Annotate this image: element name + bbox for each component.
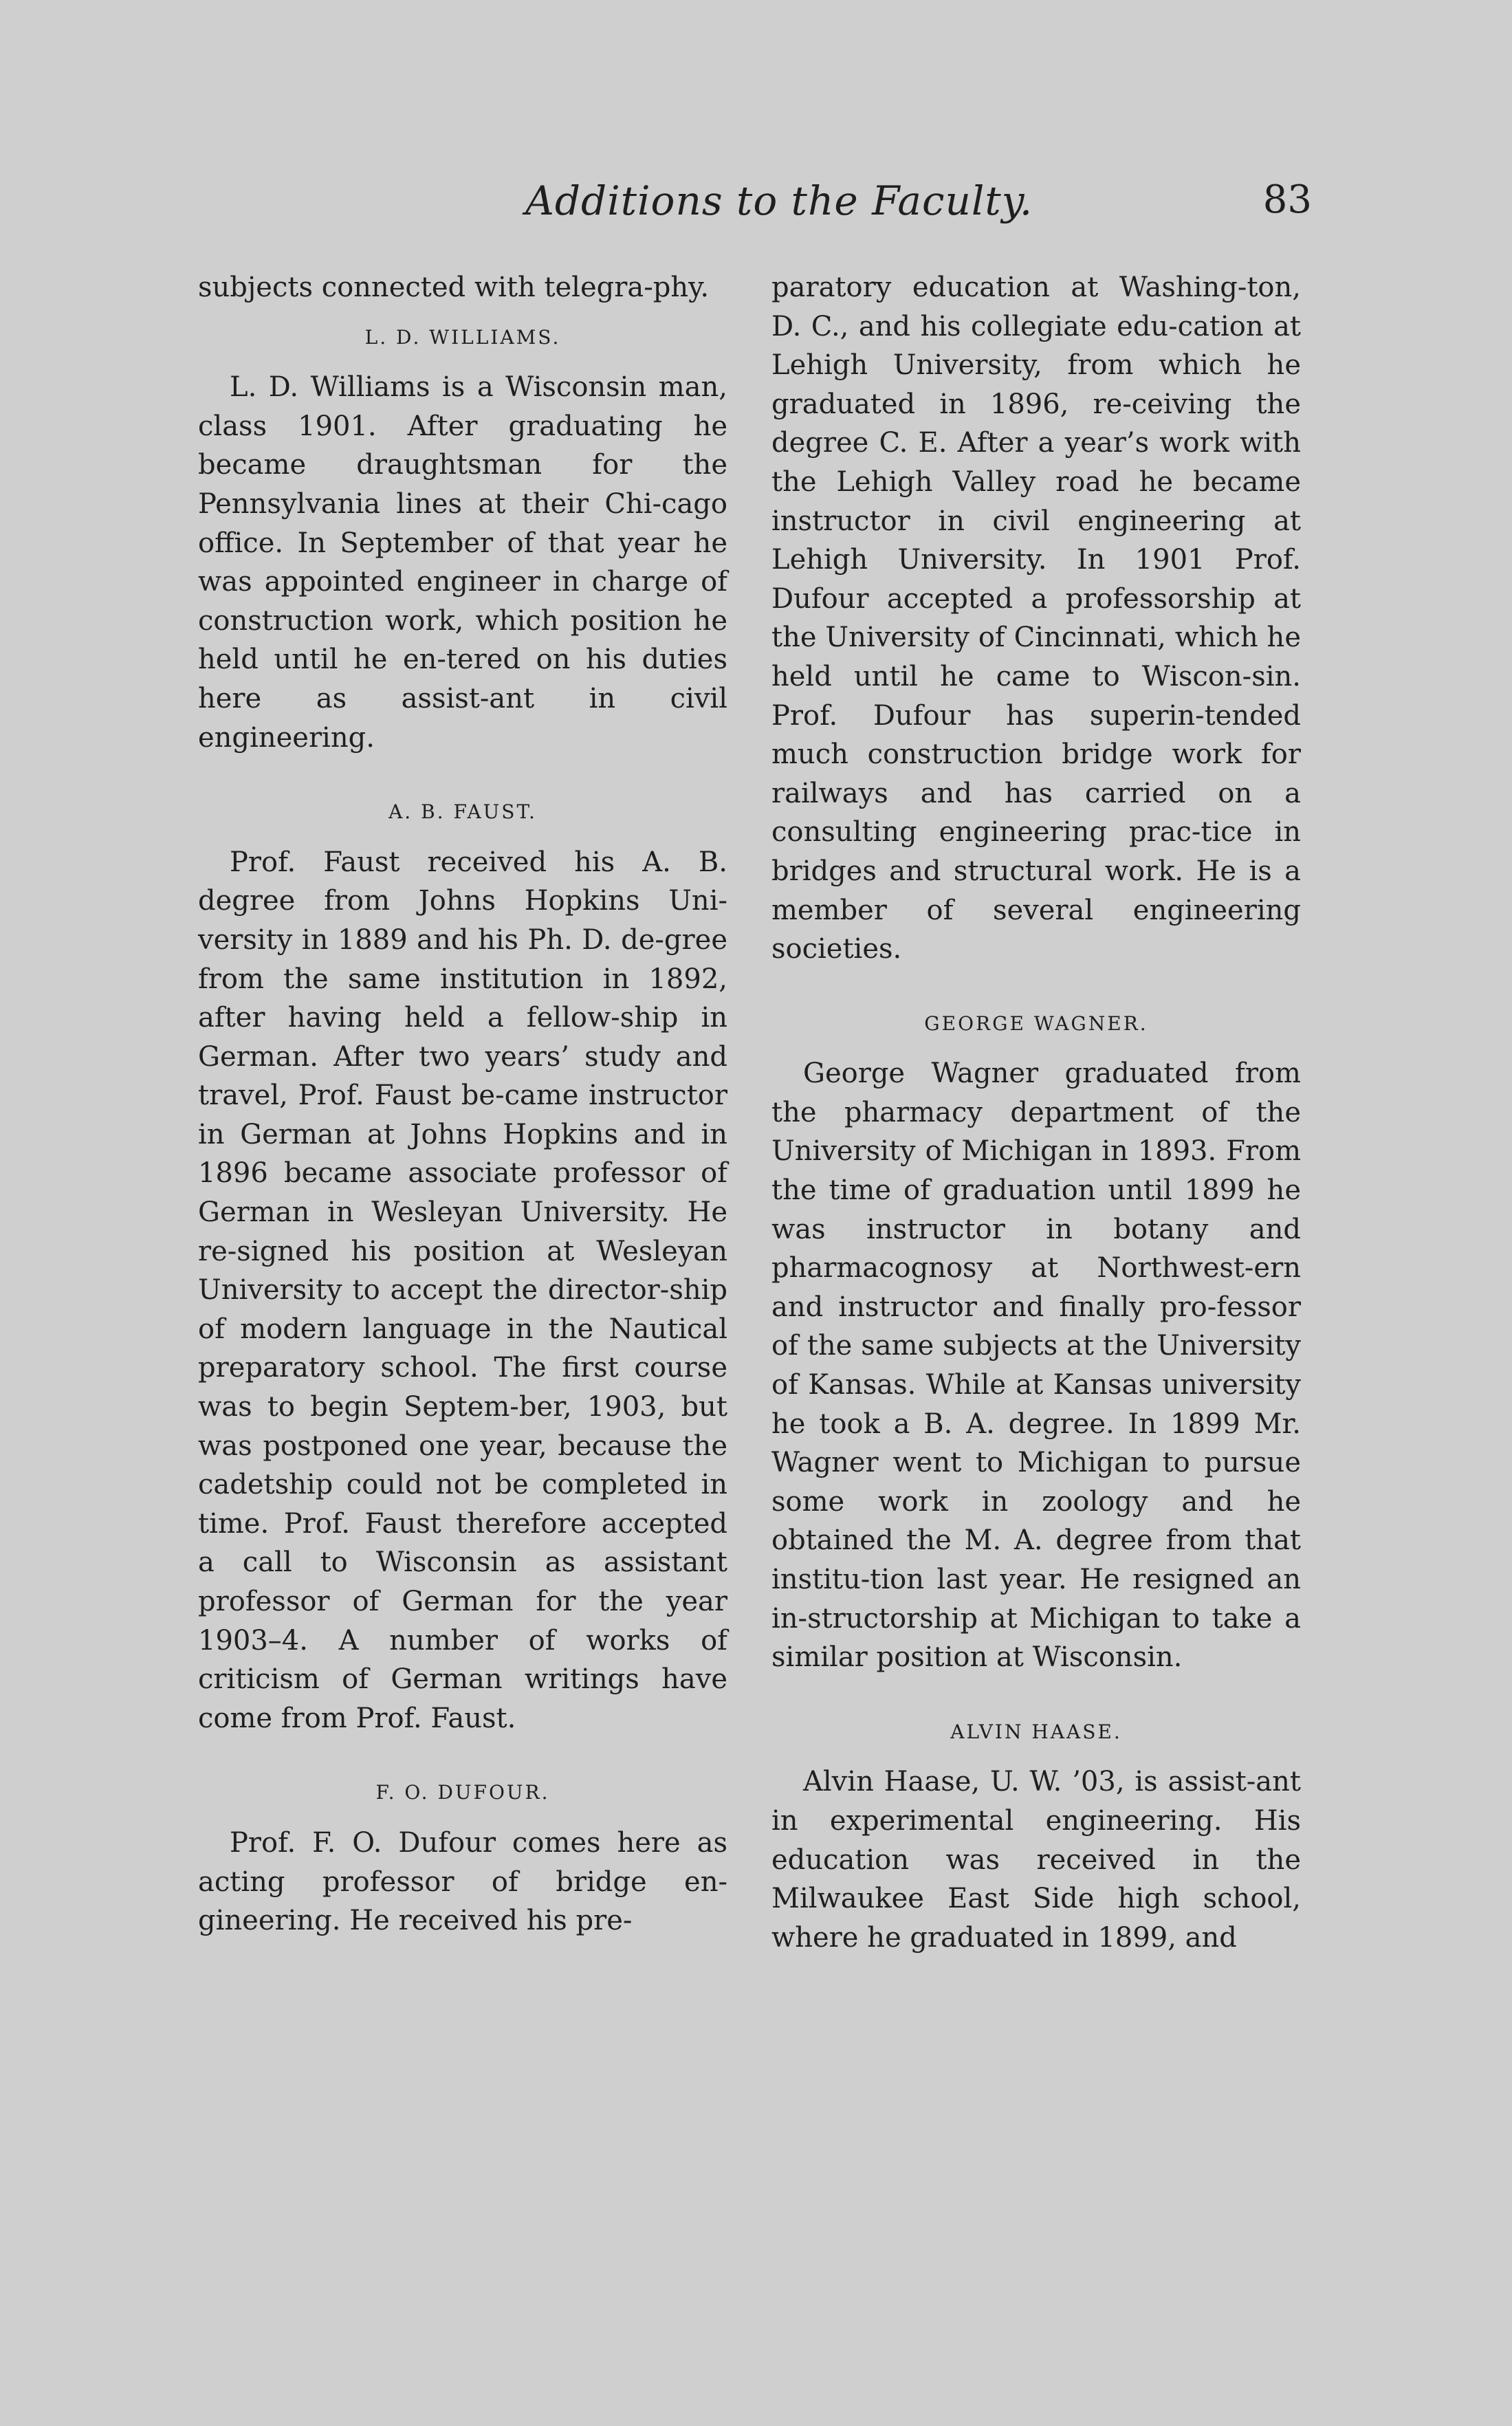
williams-paragraph: L. D. Williams is a Wisconsin man, class 1901. After graduating he became draughtsman for the Pennsylvania lines at their Chi-cago office. In September of that year he was appointed engineer in charge of construction work, which position he held until he en-tered on his duties here as assist-ant in civil engineering. <box>198 371 727 754</box>
dufour-continuation-paragraph: paratory education at Washing-ton, D. C., and his collegiate edu-cation at Lehigh University, from which he graduated in 1896, re-ceiving the degree C. E. After a year’s work with the Lehigh Valley road he became instructor in civil engineering at Lehigh University. In 1901 Prof. Dufour accepted a professorship at the University of Cincinnati, which he held until he came to Wiscon-sin. Prof. Dufour has superin-tended much construction bridge work for railways and has carried on a consulting engineering prac-tice in bridges and structural work. He is a member of several engineering societies. <box>771 272 1301 965</box>
section-title-haase: ALVIN HAASE. <box>950 1720 1122 1743</box>
dufour-paragraph: Prof. F. O. Dufour comes here as acting professor of bridge en-gineering. He received his pre- <box>198 1826 727 1937</box>
section-title-faust: A. B. FAUST. <box>388 800 537 824</box>
left-column <box>198 268 727 1941</box>
section-title-williams: L. D. WILLIAMS. <box>364 325 561 349</box>
wagner-paragraph: George Wagner graduated from the pharmacy department of the University of Michigan in 1893. From the time of graduation until 1899 he was instructor in botany and pharmacognosy at Northwest-ern and instructor and finally pro-fessor of the same subjects at the University of Kansas. While at Kansas university he took a B. A. degree. In 1899 Mr. Wagner went to Michigan to pursue some work in zoology and he obtained the M. A. degree from that institu-tion last year. He resigned an in-structorship at Michigan to take a similar position at Wisconsin. <box>771 1058 1301 1674</box>
haase-paragraph: Alvin Haase, U. W. ’03, is assist-ant in experimental engineering. His education was received in the Milwaukee East Side high school, where he graduated in 1899, and <box>771 1766 1301 1954</box>
continuation-paragraph: subjects connected with telegra-phy. <box>198 272 710 303</box>
running-head: Additions to the Faculty. <box>525 177 1033 224</box>
page-header <box>198 177 1312 232</box>
faust-paragraph: Prof. Faust received his A. B. degree from Johns Hopkins Uni-versity in 1889 and his Ph. D. de-gree from the same institution in 1892, after having held a fellow-ship in German. After two years’ study and travel, Prof. Faust be-came instructor in German at Johns Hopkins and in 1896 became associate professor of German in Wesleyan University. He re-signed his position at Wesleyan University to accept the director-ship of modern language in the Nautical preparatory school. The first course was to begin Septem-ber, 1903, but was postponed one year, because the cadetship could not be completed in time. Prof. Faust therefore accepted a call to Wisconsin as assistant professor of German for the year 1903–4. A number of works of criticism of German writings have come from Prof. Faust. <box>198 846 727 1734</box>
page-number: 83 <box>1262 177 1312 222</box>
section-title-dufour: F. O. DUFOUR. <box>375 1781 550 1804</box>
right-column <box>771 268 1301 1957</box>
section-title-wagner: GEORGE WAGNER. <box>924 1012 1148 1035</box>
